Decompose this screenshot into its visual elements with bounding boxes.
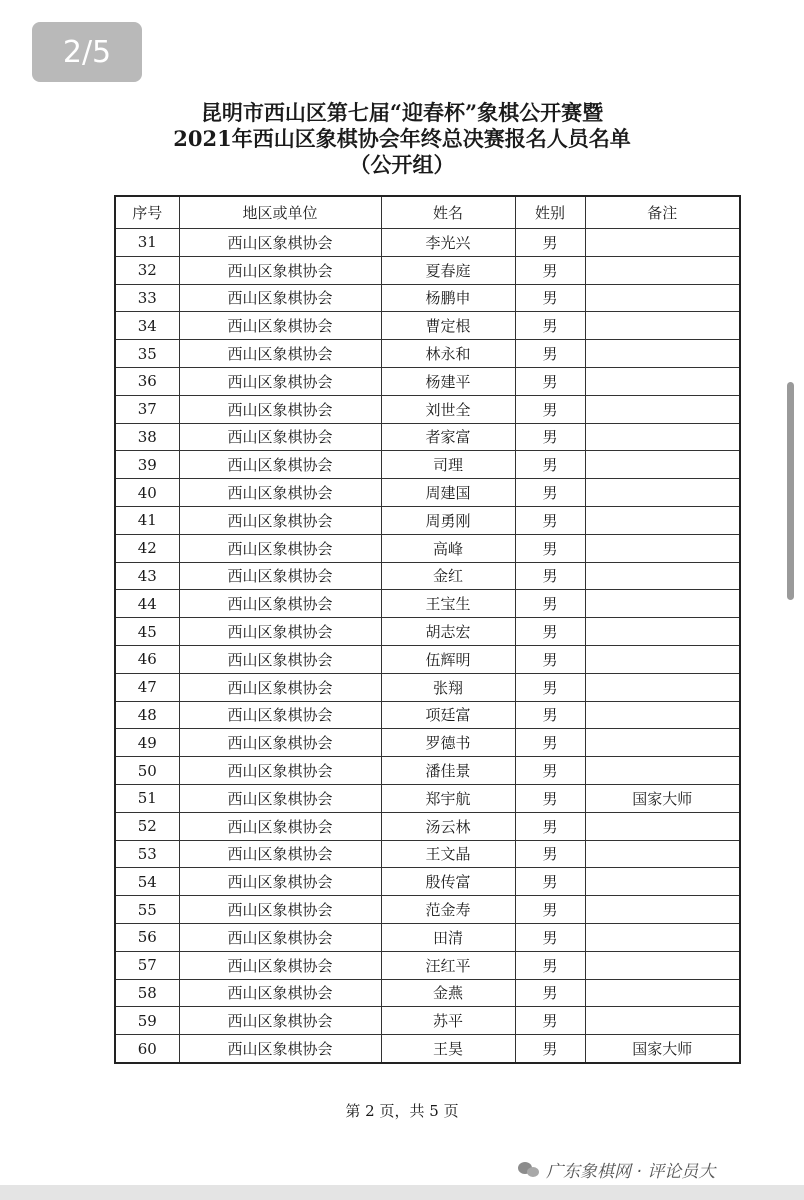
header-no: 序号 (115, 196, 179, 229)
cell-unit: 西山区象棋协会 (179, 590, 381, 618)
table-row (115, 340, 740, 368)
cell-unit: 西山区象棋协会 (179, 395, 381, 423)
table-row (115, 256, 740, 284)
cell-unit: 西山区象棋协会 (179, 840, 381, 868)
cell-name: 李光兴 (381, 229, 515, 257)
cell-unit: 西山区象棋协会 (179, 451, 381, 479)
cell-name: 汪红平 (381, 951, 515, 979)
cell-note (585, 701, 740, 729)
cell-note (585, 979, 740, 1007)
cell-unit: 西山区象棋协会 (179, 757, 381, 785)
cell-name: 伍辉明 (381, 645, 515, 673)
cell-unit: 西山区象棋协会 (179, 506, 381, 534)
cell-no: 46 (115, 645, 179, 673)
cell-sex: 男 (515, 451, 585, 479)
table-row (115, 701, 740, 729)
cell-no: 35 (115, 340, 179, 368)
cell-unit: 西山区象棋协会 (179, 951, 381, 979)
watermark (518, 1156, 715, 1182)
cell-unit: 西山区象棋协会 (179, 673, 381, 701)
cell-sex: 男 (515, 645, 585, 673)
cell-no: 34 (115, 312, 179, 340)
cell-no: 55 (115, 896, 179, 924)
cell-unit: 西山区象棋协会 (179, 312, 381, 340)
cell-sex: 男 (515, 923, 585, 951)
cell-unit: 西山区象棋协会 (179, 923, 381, 951)
cell-name: 潘佳景 (381, 757, 515, 785)
table-row (115, 534, 740, 562)
cell-no: 56 (115, 923, 179, 951)
cell-sex: 男 (515, 951, 585, 979)
cell-sex: 男 (515, 701, 585, 729)
cell-note (585, 840, 740, 868)
cell-note (585, 923, 740, 951)
cell-unit: 西山区象棋协会 (179, 479, 381, 507)
table-row (115, 1007, 740, 1035)
table-row (115, 284, 740, 312)
cell-no: 57 (115, 951, 179, 979)
cell-sex: 男 (515, 896, 585, 924)
cell-note (585, 423, 740, 451)
cell-note (585, 534, 740, 562)
scrollbar[interactable] (787, 382, 794, 600)
cell-no: 37 (115, 395, 179, 423)
cell-note (585, 590, 740, 618)
cell-sex: 男 (515, 840, 585, 868)
cell-no: 31 (115, 229, 179, 257)
cell-sex: 男 (515, 1035, 585, 1063)
title-line-3: （公开组） (349, 152, 455, 177)
table-row (115, 312, 740, 340)
watermark-text: 广东象棋网 · 评论员大 (546, 1161, 716, 1182)
table-row (115, 618, 740, 646)
cell-no: 32 (115, 256, 179, 284)
cell-unit: 西山区象棋协会 (179, 979, 381, 1007)
cell-sex: 男 (515, 534, 585, 562)
cell-name: 司理 (381, 451, 515, 479)
cell-unit: 西山区象棋协会 (179, 701, 381, 729)
table-row (115, 645, 740, 673)
cell-unit: 西山区象棋协会 (179, 423, 381, 451)
table-row (115, 673, 740, 701)
document-title (0, 100, 804, 178)
cell-name: 曹定根 (381, 312, 515, 340)
cell-no: 42 (115, 534, 179, 562)
cell-note (585, 256, 740, 284)
cell-sex: 男 (515, 812, 585, 840)
cell-name: 项廷富 (381, 701, 515, 729)
cell-unit: 西山区象棋协会 (179, 868, 381, 896)
cell-note (585, 645, 740, 673)
title-line-2: 2021年西山区象棋协会年终总决赛报名人员名单 (173, 126, 631, 151)
cell-name: 胡志宏 (381, 618, 515, 646)
cell-name: 周建国 (381, 479, 515, 507)
table-row (115, 479, 740, 507)
cell-no: 59 (115, 1007, 179, 1035)
cell-unit: 西山区象棋协会 (179, 367, 381, 395)
table-row (115, 757, 740, 785)
cell-unit: 西山区象棋协会 (179, 562, 381, 590)
cell-name: 杨鹏申 (381, 284, 515, 312)
cell-note (585, 506, 740, 534)
table-row (115, 451, 740, 479)
header-name: 姓名 (381, 196, 515, 229)
cell-sex: 男 (515, 979, 585, 1007)
cell-unit: 西山区象棋协会 (179, 1007, 381, 1035)
cell-name: 郑宇航 (381, 784, 515, 812)
cell-note (585, 451, 740, 479)
cell-note (585, 729, 740, 757)
cell-note: 国家大师 (585, 1035, 740, 1063)
cell-no: 58 (115, 979, 179, 1007)
cell-note (585, 229, 740, 257)
cell-note (585, 812, 740, 840)
header-sex: 姓别 (515, 196, 585, 229)
cell-sex: 男 (515, 229, 585, 257)
cell-note (585, 395, 740, 423)
table-header-row (115, 196, 740, 229)
cell-sex: 男 (515, 757, 585, 785)
cell-unit: 西山区象棋协会 (179, 784, 381, 812)
cell-sex: 男 (515, 562, 585, 590)
cell-name: 王昊 (381, 1035, 515, 1063)
cell-unit: 西山区象棋协会 (179, 229, 381, 257)
table-row (115, 367, 740, 395)
cell-unit: 西山区象棋协会 (179, 812, 381, 840)
cell-note (585, 284, 740, 312)
cell-no: 50 (115, 757, 179, 785)
wechat-icon (518, 1160, 540, 1178)
page-footer: 第 2 页，共 5 页 (345, 1102, 459, 1120)
table-row (115, 229, 740, 257)
table-row (115, 1035, 740, 1063)
cell-sex: 男 (515, 284, 585, 312)
cell-name: 苏平 (381, 1007, 515, 1035)
table-row (115, 729, 740, 757)
cell-unit: 西山区象棋协会 (179, 645, 381, 673)
cell-no: 45 (115, 618, 179, 646)
title-line-1: 昆明市西山区第七届“迎春杯”象棋公开赛暨 (200, 100, 604, 125)
table-row (115, 923, 740, 951)
cell-sex: 男 (515, 729, 585, 757)
cell-unit: 西山区象棋协会 (179, 256, 381, 284)
cell-unit: 西山区象棋协会 (179, 284, 381, 312)
cell-sex: 男 (515, 256, 585, 284)
cell-sex: 男 (515, 868, 585, 896)
cell-no: 40 (115, 479, 179, 507)
cell-sex: 男 (515, 395, 585, 423)
table-row (115, 979, 740, 1007)
cell-unit: 西山区象棋协会 (179, 1035, 381, 1063)
table-row (115, 868, 740, 896)
cell-name: 金燕 (381, 979, 515, 1007)
cell-name: 高峰 (381, 534, 515, 562)
page-indicator[interactable]: 2/5 (32, 22, 142, 82)
cell-note (585, 340, 740, 368)
table-row (115, 506, 740, 534)
cell-name: 范金寿 (381, 896, 515, 924)
cell-sex: 男 (515, 1007, 585, 1035)
cell-note (585, 673, 740, 701)
cell-sex: 男 (515, 506, 585, 534)
cell-no: 51 (115, 784, 179, 812)
cell-sex: 男 (515, 340, 585, 368)
table-row (115, 840, 740, 868)
cell-sex: 男 (515, 312, 585, 340)
cell-name: 夏春庭 (381, 256, 515, 284)
cell-no: 60 (115, 1035, 179, 1063)
cell-no: 53 (115, 840, 179, 868)
roster-table (114, 195, 741, 1064)
cell-no: 39 (115, 451, 179, 479)
cell-name: 杨建平 (381, 367, 515, 395)
cell-note (585, 562, 740, 590)
cell-no: 38 (115, 423, 179, 451)
table-body (115, 229, 740, 1063)
table-row (115, 423, 740, 451)
cell-sex: 男 (515, 367, 585, 395)
cell-sex: 男 (515, 618, 585, 646)
cell-sex: 男 (515, 673, 585, 701)
cell-name: 刘世全 (381, 395, 515, 423)
cell-name: 田清 (381, 923, 515, 951)
cell-note (585, 367, 740, 395)
cell-unit: 西山区象棋协会 (179, 534, 381, 562)
header-note: 备注 (585, 196, 740, 229)
cell-no: 52 (115, 812, 179, 840)
cell-note (585, 868, 740, 896)
cell-no: 44 (115, 590, 179, 618)
table-row (115, 784, 740, 812)
cell-name: 金红 (381, 562, 515, 590)
cell-note (585, 951, 740, 979)
cell-note (585, 896, 740, 924)
cell-name: 张翔 (381, 673, 515, 701)
cell-no: 54 (115, 868, 179, 896)
cell-no: 47 (115, 673, 179, 701)
cell-no: 41 (115, 506, 179, 534)
cell-sex: 男 (515, 784, 585, 812)
cell-unit: 西山区象棋协会 (179, 618, 381, 646)
cell-name: 殷传富 (381, 868, 515, 896)
cell-no: 49 (115, 729, 179, 757)
cell-sex: 男 (515, 479, 585, 507)
cell-note (585, 618, 740, 646)
table-row (115, 590, 740, 618)
cell-no: 48 (115, 701, 179, 729)
cell-sex: 男 (515, 590, 585, 618)
cell-note (585, 757, 740, 785)
bottom-bar (0, 1185, 804, 1200)
table-row (115, 562, 740, 590)
cell-unit: 西山区象棋协会 (179, 896, 381, 924)
cell-no: 43 (115, 562, 179, 590)
cell-unit: 西山区象棋协会 (179, 729, 381, 757)
cell-name: 王宝生 (381, 590, 515, 618)
table-row (115, 812, 740, 840)
table-row (115, 896, 740, 924)
cell-note (585, 1007, 740, 1035)
cell-no: 33 (115, 284, 179, 312)
cell-name: 林永和 (381, 340, 515, 368)
cell-name: 王文晶 (381, 840, 515, 868)
cell-name: 周勇刚 (381, 506, 515, 534)
cell-no: 36 (115, 367, 179, 395)
cell-note (585, 312, 740, 340)
table-row (115, 951, 740, 979)
cell-unit: 西山区象棋协会 (179, 340, 381, 368)
cell-sex: 男 (515, 423, 585, 451)
cell-name: 罗德书 (381, 729, 515, 757)
cell-name: 汤云林 (381, 812, 515, 840)
table-row (115, 395, 740, 423)
header-unit: 地区或单位 (179, 196, 381, 229)
cell-note: 国家大师 (585, 784, 740, 812)
cell-name: 者家富 (381, 423, 515, 451)
cell-note (585, 479, 740, 507)
